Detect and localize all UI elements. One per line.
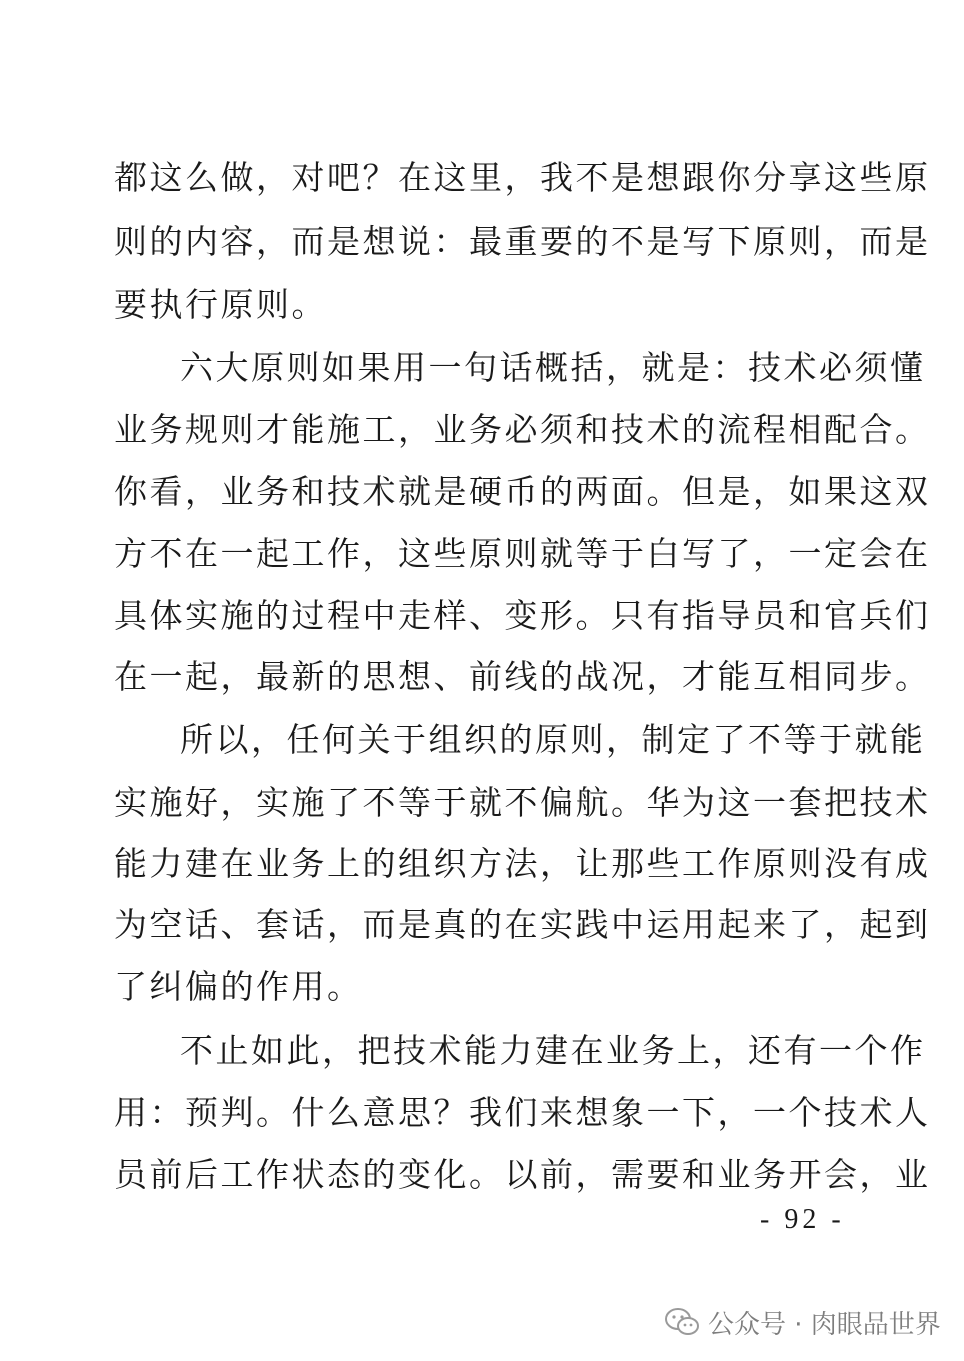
text-line: 实施好，实施了不等于就不偏航。华为这一套把技术	[114, 783, 931, 822]
text-line: 方不在一起工作，这些原则就等于白写了，一定会在	[114, 534, 931, 573]
watermark	[664, 1300, 941, 1344]
text-line: 用：预判。什么意思？我们来想象一下，一个技术人	[114, 1093, 931, 1132]
text-line: 在一起，最新的思想、前线的战况，才能互相同步。	[114, 657, 931, 696]
text-line: 了纠偏的作用。	[114, 967, 363, 1006]
text-line: 员前后工作状态的变化。以前，需要和业务开会，业	[114, 1155, 931, 1194]
text-line: 六大原则如果用一句话概括，就是：技术必须懂	[180, 348, 926, 387]
text-line: 能力建在业务上的组织方法，让那些工作原则没有成	[114, 844, 931, 883]
text-line: 为空话、套话，而是真的在实践中运用起来了，起到	[114, 905, 931, 944]
text-line: 业务规则才能施工，业务必须和技术的流程相配合。	[114, 410, 931, 449]
text-line: 都这么做，对吧？在这里，我不是想跟你分享这些原	[114, 158, 931, 197]
text-line: 你看，业务和技术就是硬币的两面。但是，如果这双	[114, 472, 931, 511]
text-line: 不止如此，把技术能力建在业务上，还有一个作	[180, 1031, 926, 1070]
text-line: 所以，任何关于组织的原则，制定了不等于就能	[180, 720, 926, 759]
wechat-icon	[664, 1307, 700, 1337]
text-line: 则的内容，而是想说：最重要的不是写下原则，而是	[114, 222, 931, 261]
page-number: - 92 -	[760, 1204, 845, 1235]
text-line: 具体实施的过程中走样、变形。只有指导员和官兵们	[114, 596, 931, 635]
watermark-text: 公众号 · 肉眼品世界	[708, 1309, 941, 1340]
text-line: 要执行原则。	[114, 285, 327, 324]
